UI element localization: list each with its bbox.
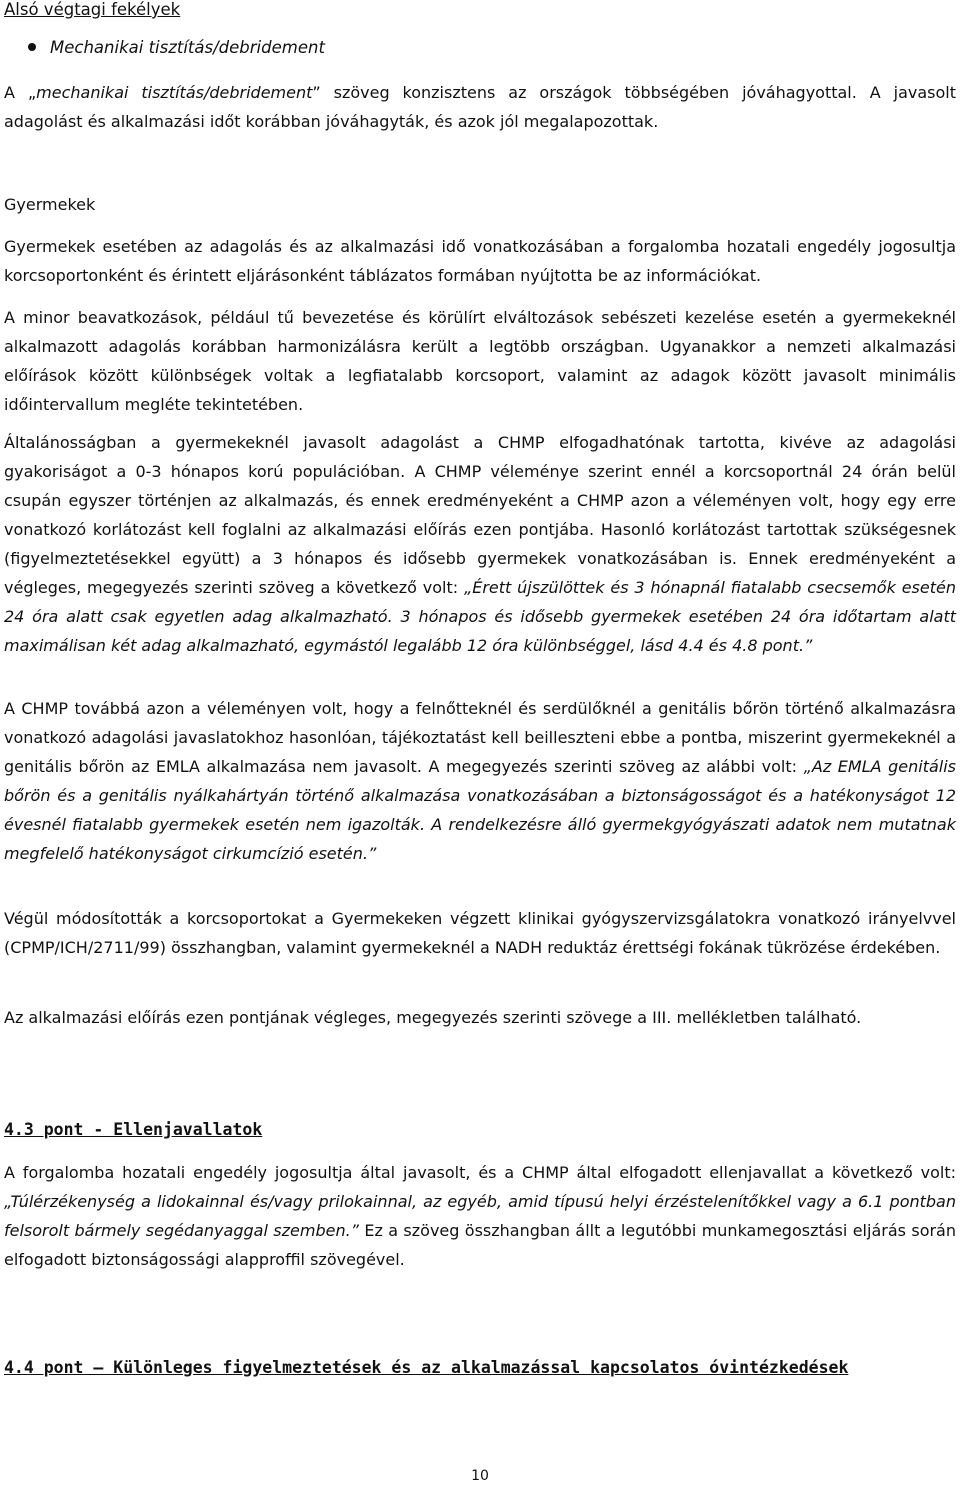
section-title-4-4: 4.4 pont — Különleges figyelmeztetések és az alkalmazással kapcsolatos óvintézkedések	[4, 1358, 849, 1377]
paragraph-debridement	[4, 78, 956, 136]
section-title-4-3: 4.3 pont - Ellenjavallatok	[4, 1120, 263, 1139]
bullet-dot-icon	[28, 43, 36, 51]
p3-text: Általánosságban a gyermekeknél javasolt adagolást a CHMP elfogadhatónak tartotta, kivéve az adagolási gyakoriságot a 0-3 hónapos korú populációban. A CHMP véleménye szerint ennél a korcsoportnál 24 órán belül csupán egyszer történjen az alkalmazás, és ennek eredményeként a CHMP azon a véleményen volt, hogy egy erre vonatkozó korlátozást kell foglalni az alkalmazási előírás ezen pontjába. Hasonló korlátozást tartottak szükségesnek (figyelmeztetésekkel együtt) a 3 hónapos és idősebb gyermekek vonatkozásában is. Ennek eredményeként a végleges, megegyezés szerinti szöveg a következő volt:	[4, 433, 956, 597]
bullet-item	[28, 38, 325, 57]
contraindications-paragraph	[4, 1158, 956, 1274]
children-paragraph-1: Gyermekek esetében az adagolás és az alkalmazási idő vonatkozásában a forgalomba hozatali engedély jogosultja korcsoportonként és érintett eljárásonként táblázatos formában nyújtotta be az információkat.	[4, 237, 956, 285]
p4-text: A CHMP továbbá azon a véleményen volt, hogy a felnőtteknél és serdülőknél a genitális bőrön történő alkalmazásra vonatkozó adagolási javaslatokhoz hasonlóan, tájékoztatást kell beilleszteni ebbe a pontba, miszerint gyermekeknél a genitális bőrön az EMLA alkalmazása nem javasolt. A megegyezés szerinti szöveg az alábbi volt:	[4, 699, 956, 776]
s43-post: Ez a szöveg összhangban állt a legutóbbi munkamegosztási eljárás során elfogadott biztonságossági alapproffil szövegével.	[4, 1221, 957, 1269]
children-paragraph-4	[4, 694, 956, 868]
p1-pre: A „	[4, 83, 37, 102]
s43-quote: „Túlérzékenység a lidokainnal és/vagy prilokainnal, az egyéb, amid típusú helyi érzéstelenítőkkel vagy a 6.1 pontban felsorolt bármely segédanyaggal szemben.”	[4, 1192, 956, 1240]
s43-pre: A forgalomba hozatali engedély jogosultja által javasolt, és a CHMP által elfogadott ellenjavallat a következő volt:	[4, 1163, 956, 1182]
bullet-text: Mechanikai tisztítás/debridement	[50, 38, 325, 57]
section-heading-lower-limb-ulcers: Alsó végtagi fekélyek	[4, 0, 181, 19]
children-paragraph-5: Végül módosították a korcsoportokat a Gyermekeken végzett klinikai gyógyszervizsgálatokra vonatkozó irányelvvel (CPMP/ICH/2711/99) összhangban, valamint gyermekeknél a NADH reduktáz érettségi fokának tükrözése érdekében.	[4, 909, 956, 957]
children-paragraph-3	[4, 428, 956, 660]
p1-italic: mechanikai tisztítás/debridement	[36, 83, 313, 102]
children-paragraph-6: Az alkalmazási előírás ezen pontjának végleges, megegyezés szerinti szövege a III. mellékletben található.	[4, 1008, 862, 1027]
page-number: 10	[471, 1468, 489, 1484]
p4-quote: „Az EMLA genitális bőrön és a genitális nyálkahártyán történő alkalmazása vonatkozásában a biztonságosságot és a hatékonyságot 12 évesnél fiatalabb gyermekek esetén nem igazolták. A rendelkezésre álló gyermekgyógyászati adatok nem mutatnak megfelelő hatékonyságot cirkumcízió esetén.”	[4, 757, 956, 863]
children-heading: Gyermekek	[4, 195, 96, 214]
p1-post: ” szöveg konzisztens az országok többségében jóváhagyottal. A javasolt adagolást és alkalmazási időt korábban jóváhagyták, és azok jól megalapozottak.	[4, 83, 957, 131]
p3-quote: „Érett újszülöttek és 3 hónapnál fiatalabb csecsemők esetén 24 óra alatt csak egyetlen adag alkalmazható. 3 hónapos és idősebb gyermekek esetében 24 óra időtartam alatt maximálisan két adag alkalmazható, egymástól legalább 12 óra különbséggel, lásd 4.4 és 4.8 pont.”	[4, 578, 956, 655]
children-paragraph-2: A minor beavatkozások, például tű bevezetése és körülírt elváltozások sebészeti kezelése esetén a gyermekeknél alkalmazott adagolás korábban harmonizálásra került a legtöbb országban. Ugyanakkor a nemzeti alkalmazási előírások között különbségek voltak a legfiatalabb korcsoport, valamint az adagok között javasolt minimális időintervallum megléte tekintetében.	[4, 308, 956, 414]
